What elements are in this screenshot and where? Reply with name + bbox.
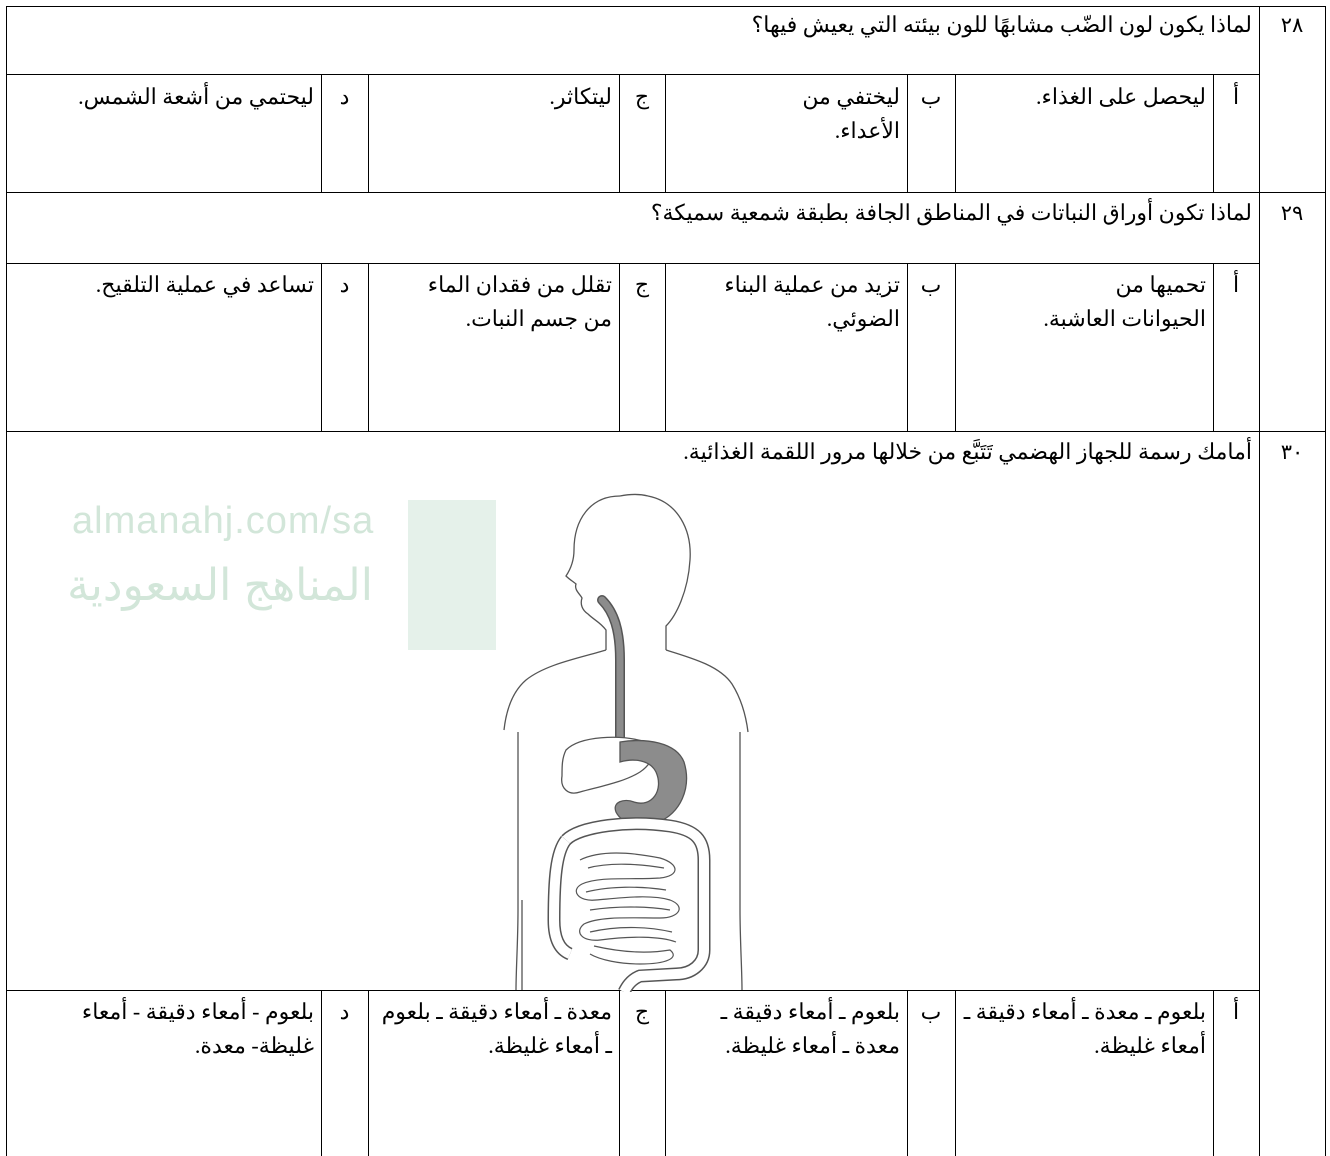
option-text-b[interactable]: تزيد من عملية البناء الضوئي.	[724, 272, 900, 331]
question-number: ٣٠	[1280, 440, 1304, 464]
option-letter-b: ب	[920, 999, 942, 1024]
question-text: أمامك رسمة للجهاز الهضمي تَتَبَّع من خلالها مرور اللقمة الغذائية.	[683, 439, 1252, 464]
option-text-d[interactable]: تساعد في عملية التلقيح.	[95, 272, 314, 297]
option-letter-b: ب	[920, 272, 942, 297]
watermark-latin: almanahj.com/sa	[72, 500, 375, 542]
option-text-a[interactable]: ليحصل على الغذاء.	[1036, 84, 1206, 109]
option-text-c[interactable]: ليتكاثر.	[549, 84, 612, 109]
option-letter-a: أ	[1232, 84, 1240, 109]
option-letter-a: أ	[1232, 999, 1240, 1024]
watermark-arabic: المناهج السعودية	[67, 561, 373, 610]
question-text: لماذا تكون أوراق النباتات في المناطق الجافة بطبقة شمعية سميكة؟	[650, 200, 1252, 225]
option-text-a[interactable]: بلعوم ـ معدة ـ أمعاء دقيقة ـ أمعاء غليظة.	[963, 999, 1206, 1058]
option-text-d[interactable]: ليحتمي من أشعة الشمس.	[78, 84, 314, 109]
option-letter-b: ب	[920, 84, 942, 109]
question-text: لماذا يكون لون الضّب مشابهًا للون بيئته التي يعيش فيها؟	[751, 12, 1252, 37]
option-text-b[interactable]: بلعوم ـ أمعاء دقيقة ـ معدة ـ أمعاء غليظة.	[720, 999, 900, 1058]
option-text-c[interactable]: تقلل من فقدان الماء من جسم النبات.	[427, 272, 612, 331]
option-letter-d: د	[339, 999, 350, 1024]
option-letter-c: ج	[634, 84, 650, 109]
option-letter-c: ج	[634, 999, 650, 1024]
question-number: ٢٩	[1280, 201, 1304, 225]
small-intestine	[576, 853, 679, 964]
option-letter-d: د	[339, 84, 350, 109]
option-text-b[interactable]: ليختفي من الأعداء.	[802, 84, 900, 143]
question-number: ٢٨	[1280, 13, 1304, 37]
option-text-d[interactable]: بلعوم - أمعاء دقيقة - أمعاء غليظة- معدة.	[81, 999, 314, 1058]
option-letter-c: ج	[634, 272, 650, 297]
digestive-system-diagram	[470, 480, 770, 992]
option-text-c[interactable]: معدة ـ أمعاء دقيقة ـ بلعوم ـ أمعاء غليظة.	[381, 999, 612, 1058]
option-letter-d: د	[339, 272, 350, 297]
option-letter-a: أ	[1232, 272, 1240, 297]
option-text-a[interactable]: تحميها من الحيوانات العاشبة.	[1043, 272, 1206, 331]
